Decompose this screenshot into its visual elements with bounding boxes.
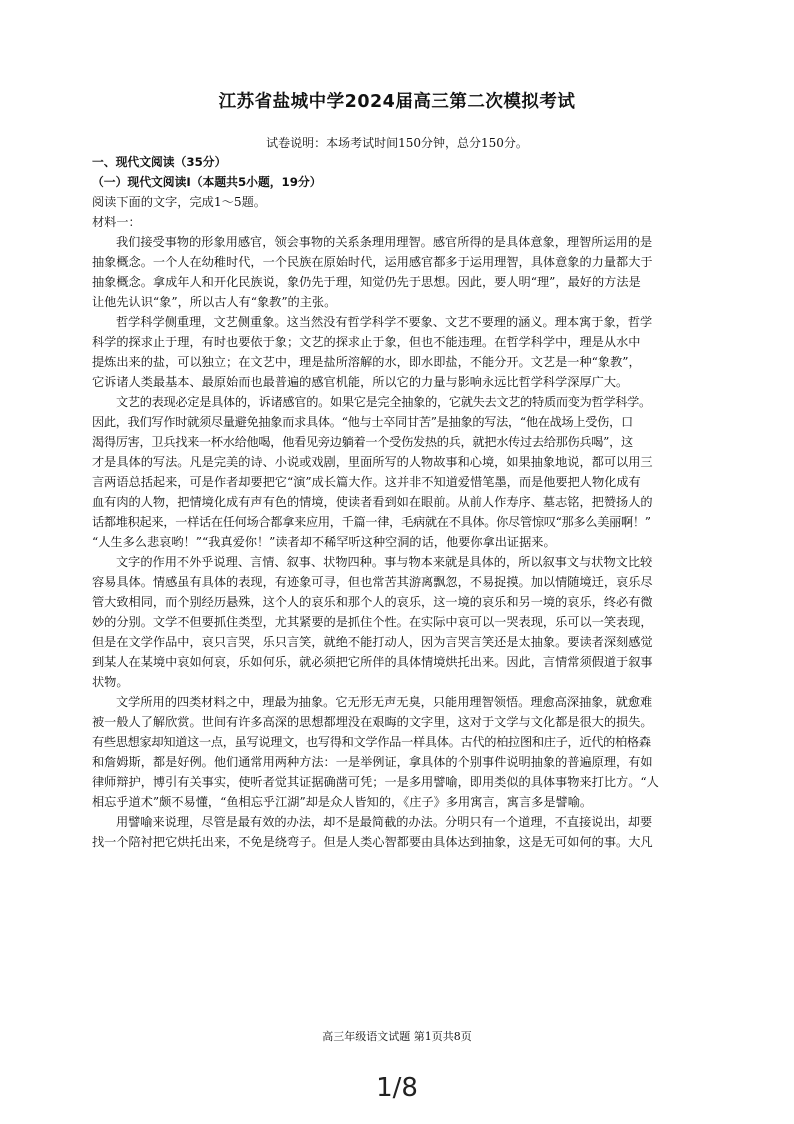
text-line: 才是具体的写法。凡是完美的诗、小说或戏剧，里面所写的人物故事和心境，如果抽象地说，都可以用三 xyxy=(92,455,653,469)
text-line: 它诉诸人类最基本、最原始而也最普遍的感官机能，所以它的力量与影响永远比哲学科学深厚广大。 xyxy=(92,375,629,389)
exam-content xyxy=(92,152,704,852)
text-line: 科学的探求止于理，有时也要依于象；文艺的探求止于象，但也不能违理。在哲学科学中，理是从水中 xyxy=(92,335,641,349)
material-label: 材料一： xyxy=(92,215,141,229)
text-line: 提炼出来的盐，可以独立；在文艺中，理是盐所溶解的水，即水即盐，不能分开。文艺是一种“象教”， xyxy=(92,355,641,369)
text-line: 妙的分别。文学不但要抓住类型，尤其紧要的是抓住个性。在实际中哀可以一哭表现，乐可以一笑表现， xyxy=(92,615,653,629)
text-line: 话都堆积起来，一样话在任何场合都拿来应用，千篇一律，毛病就在不具体。你尽管惊叹“那多么美丽啊！” xyxy=(92,515,651,529)
reading-instruction: 阅读下面的文字，完成1～5题。 xyxy=(92,195,266,209)
text-line: 到某人在某境中哀如何哀，乐如何乐，就必须把它所伴的具体情境烘托出来。因此，言情常须假道于叙事 xyxy=(92,655,653,669)
text-line: 哲学科学侧重理，文艺侧重象。这当然没有哲学科学不要象、文艺不要理的涵义。理本寓于象，哲学 xyxy=(116,315,653,329)
text-line: 文学所用的四类材料之中，理最为抽象。它无形无声无臭，只能用理智领悟。理愈高深抽象，就愈难 xyxy=(116,695,653,709)
text-line: 我们接受事物的形象用感官，领会事物的关系条理用理智。感官所得的是具体意象，理智所运用的是 xyxy=(116,235,653,249)
text-line: 有些思想家却知道这一点，虽写说理文，也写得和文学作品一样具体。古代的柏拉图和庄子，近代的柏格森 xyxy=(92,735,651,749)
text-line: 管大致相同，而个别经历悬殊，这个人的哀乐和那个人的哀乐，这一境的哀乐和另一境的哀乐，终必有微 xyxy=(92,595,653,609)
text-line: 找一个陪衬把它烘托出来，不免是绕弯子。但是人类心智都要由具体达到抽象，这是无可如何的事。大凡 xyxy=(92,835,653,849)
text-line: 血有肉的人物，把情境化成有声有色的情境，使读者看到如在眼前。从前人作寿序、墓志铭，把赞扬人的 xyxy=(92,495,653,509)
text-line: 抽象概念。一个人在幼稚时代，一个民族在原始时代，运用感官都多于运用理智，具体意象的力量都大于 xyxy=(92,255,653,269)
text-line: 相忘乎道术”颇不易懂，“鱼相忘乎江湖”却是众人皆知的，《庄子》多用寓言，寓言多是譬喻。 xyxy=(92,795,593,809)
page-indicator: 1/8 xyxy=(376,1073,418,1103)
text-line: 让他先认识“象”，所以古人有“象教”的主张。 xyxy=(92,295,337,309)
text-line: 言两语总括起来，可是作者却要把它“演”成长篇大作。这并非不知道爱惜笔墨，而是他要把人物化成有 xyxy=(92,475,641,489)
text-line: “人生多么悲哀哟！”“我真爱你！”读者却不稀罕听这种空洞的话，他要你拿出证据来。 xyxy=(92,535,556,549)
text-line: 抽象概念。拿成年人和开化民族说，象仍先于理，知觉仍先于思想。因此，要人明“理”，最好的方法是 xyxy=(92,275,641,289)
text-line: 但是在文学作品中，哀只言哭，乐只言笑，就绝不能打动人，因为言哭言笑还是太抽象。要读者深刻感觉 xyxy=(92,635,653,649)
text-line: 渴得厉害，卫兵找来一杯水给他喝，他看见旁边躺着一个受伤发热的兵，就把水传过去给那伤兵喝”，这 xyxy=(92,435,633,449)
text-line: 容易具体。情感虽有具体的表现，有迹象可寻，但也常苦其游离飘忽，不易捉摸。加以情随境迁，哀乐尽 xyxy=(92,575,653,589)
page-footer: 高三年级语文试题 第1页共8页 xyxy=(322,1030,472,1043)
text-line: 律师辩护，博引有关事实，使听者觉其证据确凿可凭；一是多用譬喻，即用类似的具体事物来打比方。“人 xyxy=(92,775,659,789)
exam-instructions-note: 试卷说明：本场考试时间150分钟，总分150分。 xyxy=(266,136,528,150)
exam-title: 江苏省盐城中学2024届高三第二次模拟考试 xyxy=(218,92,576,112)
text-line: 被一般人了解欣赏。世间有许多高深的思想都埋没在艰晦的文字里，这对于文学与文化都是很大的损失。 xyxy=(92,715,653,729)
text-line: 文艺的表现必定是具体的，诉诸感官的。如果它是完全抽象的，它就失去文艺的特质而变为哲学科学。 xyxy=(116,395,651,409)
text-line: 状物。 xyxy=(92,675,129,689)
text-line: 文字的作用不外乎说理、言情、叙事、状物四种。事与物本来就是具体的，所以叙事文与状物文比较 xyxy=(116,555,653,569)
subsection-heading: （一）现代文阅读Ⅰ（本题共5小题，19分） xyxy=(92,175,322,189)
section-heading: 一、现代文阅读（35分） xyxy=(92,155,227,169)
text-line: 和詹姆斯，都是好例。他们通常用两种方法：一是举例证，拿具体的个别事件说明抽象的普遍原理，有如 xyxy=(92,755,653,769)
text-line: 因此，我们写作时就须尽量避免抽象而求具体。“他与士卒同甘苦”是抽象的写法，“他在战场上受伤，口 xyxy=(92,415,633,429)
text-line: 用譬喻来说理，尽管是最有效的办法，却不是最简截的办法。分明只有一个道理，不直接说出，却要 xyxy=(116,815,653,829)
